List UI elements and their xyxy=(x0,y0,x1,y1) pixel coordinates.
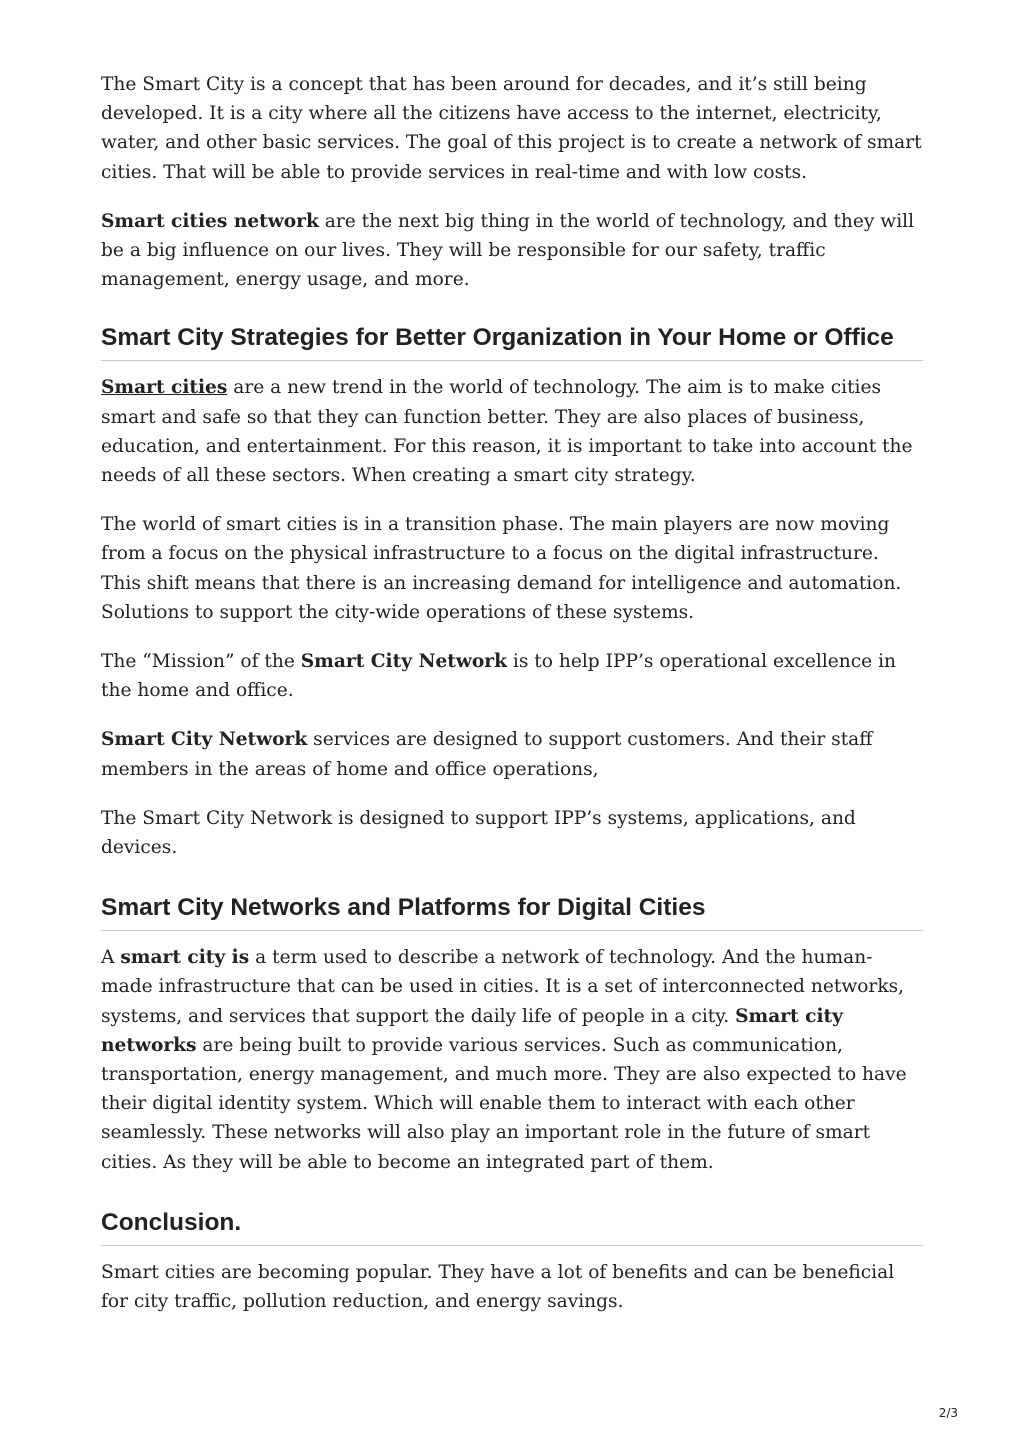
bold-term: smart city is xyxy=(120,947,250,969)
paragraph-text: The “Mission” of the xyxy=(101,651,301,673)
bold-term: Smart City Network xyxy=(300,651,507,673)
paragraph-text: The world of smart cities is in a transition phase. The main players are now moving from a focus on the physical infrastructure to a focus on the digital infrastructure. This shift means that there is an increasing demand for intelligence and automation. Solutions to support the city-wide operations of these systems. xyxy=(101,514,902,623)
bold-term: Smart City Network xyxy=(101,729,308,751)
strategies-paragraph-2 xyxy=(101,510,923,627)
strategies-paragraph-1 xyxy=(101,373,923,490)
paragraph-text: are being built to provide various services. Such as communication, transportation, energy management, and much more. They are also expected to have their digital identity system. Which will enable them to interact with each other seamlessly. These networks will also play an important role in the future of smart cities. As they will be able to become an integrated part of them. xyxy=(101,1034,907,1173)
bold-term: Smart city networks xyxy=(101,1005,843,1056)
paragraph-text: services are designed to support customers. And their staff members in the areas of home and office operations, xyxy=(101,729,873,780)
intro-paragraph-2 xyxy=(101,207,923,295)
article-body xyxy=(101,70,923,1336)
intro-paragraph-1 xyxy=(101,70,923,187)
conclusion-paragraph-1 xyxy=(101,1258,923,1316)
section-heading-networks: Smart City Networks and Platforms for Digital Cities xyxy=(101,892,923,931)
networks-paragraph-1 xyxy=(101,943,923,1177)
paragraph-text: is to help IPP’s operational excellence in the home and office. xyxy=(101,651,896,702)
strategies-paragraph-5 xyxy=(101,804,923,862)
strategies-paragraph-4 xyxy=(101,725,923,783)
paragraph-text: are the next big thing in the world of technology, and they will be a big influence on our lives. They will be responsible for our safety, traffic management, energy usage, and more. xyxy=(101,210,915,291)
paragraph-text: a term used to describe a network of technology. And the human-made infrastructure that can be used in cities. It is a set of interconnected networks, systems, and services that support the daily life of people in a city. xyxy=(101,947,905,1027)
section-heading-conclusion: Conclusion. xyxy=(101,1207,923,1246)
smart-cities-link[interactable]: Smart cities xyxy=(101,377,228,399)
paragraph-text: A xyxy=(101,947,121,969)
bold-term: Smart cities network xyxy=(101,210,319,232)
strategies-paragraph-3 xyxy=(101,647,923,705)
paragraph-text: The Smart City Network is designed to support IPP’s systems, applications, and devices. xyxy=(101,807,856,859)
paragraph-text: are a new trend in the world of technology. The aim is to make cities smart and safe so that they can function better. They are also places of business, education, and entertainment. For this reason, it is important to take into account the needs of all these sectors. When creating a smart city strategy. xyxy=(101,377,913,487)
paragraph-text: Smart cities are becoming popular. They have a lot of benefits and can be beneficial for city traffic, pollution reduction, and energy savings. xyxy=(101,1261,895,1313)
page-number: 2/3 xyxy=(938,1406,958,1420)
intro-text-1: The Smart City is a concept that has been around for decades, and it’s still being developed. It is a city where all the citizens have access to the internet, electricity, water, and other basic services. The goal of this project is to create a network of smart cities. That will be able to provide services in real-time and with low costs. xyxy=(101,74,922,183)
section-heading-strategies: Smart City Strategies for Better Organization in Your Home or Office xyxy=(101,322,923,361)
